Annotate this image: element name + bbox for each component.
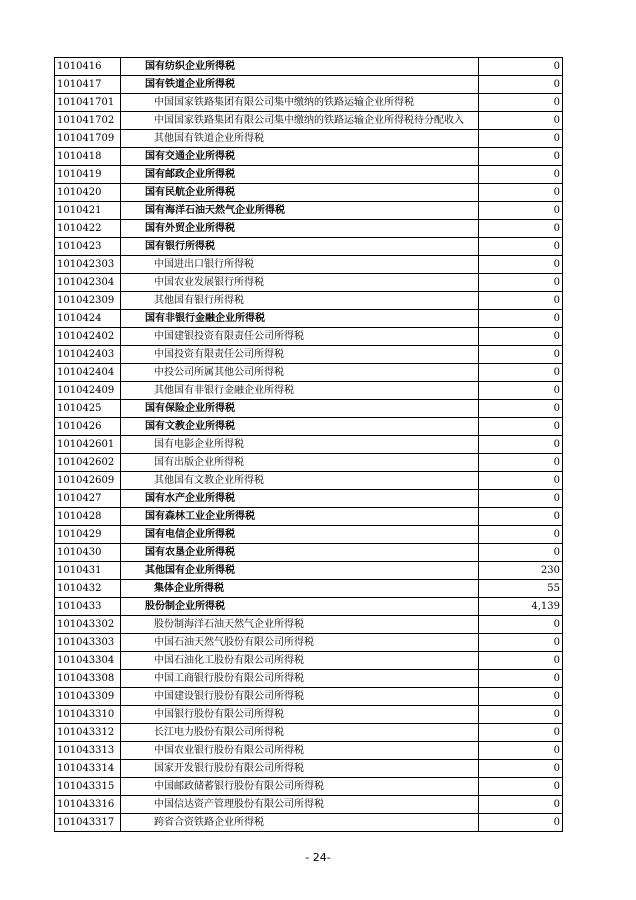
subject-name-cell: 国家开发银行股份有限公司所得税	[121, 760, 479, 778]
table-row	[55, 346, 563, 364]
amount-cell: 0	[479, 184, 563, 202]
amount-cell: 0	[479, 94, 563, 112]
amount-cell: 0	[479, 202, 563, 220]
subject-code-cell: 101043317	[55, 814, 121, 832]
subject-code-cell: 101042602	[55, 454, 121, 472]
subject-name-cell: 跨省合资铁路企业所得税	[121, 814, 479, 832]
subject-name-cell: 国有文教企业所得税	[121, 418, 479, 436]
subject-code-cell: 1010433	[55, 598, 121, 616]
subject-name-cell: 国有非银行金融企业所得税	[121, 310, 479, 328]
subject-name-cell: 其他国有非银行金融企业所得税	[121, 382, 479, 400]
subject-name-cell: 中国建银投资有限责任公司所得税	[121, 328, 479, 346]
table-row	[55, 724, 563, 742]
table-row	[55, 598, 563, 616]
subject-name-cell: 股份制企业所得税	[121, 598, 479, 616]
table-row	[55, 508, 563, 526]
subject-code-cell: 1010421	[55, 202, 121, 220]
amount-cell: 0	[479, 58, 563, 76]
amount-cell: 0	[479, 130, 563, 148]
amount-cell: 0	[479, 400, 563, 418]
subject-code-cell: 101041701	[55, 94, 121, 112]
amount-cell: 4,139	[479, 598, 563, 616]
subject-code-cell: 101043308	[55, 670, 121, 688]
amount-cell: 0	[479, 382, 563, 400]
amount-cell: 0	[479, 616, 563, 634]
subject-code-cell: 101043313	[55, 742, 121, 760]
table-row	[55, 364, 563, 382]
subject-code-cell: 1010420	[55, 184, 121, 202]
subject-name-cell: 中国银行股份有限公司所得税	[121, 706, 479, 724]
amount-cell: 0	[479, 220, 563, 238]
subject-name-cell: 中投公司所属其他公司所得税	[121, 364, 479, 382]
page-number: - 24-	[305, 851, 331, 864]
subject-name-cell: 国有民航企业所得税	[121, 184, 479, 202]
amount-cell: 0	[479, 688, 563, 706]
subject-code-cell: 1010429	[55, 526, 121, 544]
subject-code-cell: 1010418	[55, 148, 121, 166]
subject-name-cell: 集体企业所得税	[121, 580, 479, 598]
subject-code-cell: 101042303	[55, 256, 121, 274]
subject-code-cell: 101042304	[55, 274, 121, 292]
amount-cell: 0	[479, 148, 563, 166]
table-row	[55, 526, 563, 544]
amount-cell: 0	[479, 166, 563, 184]
subject-code-cell: 101042403	[55, 346, 121, 364]
subject-code-cell: 101043303	[55, 634, 121, 652]
amount-cell: 230	[479, 562, 563, 580]
table-row	[55, 400, 563, 418]
subject-name-cell: 国有邮政企业所得税	[121, 166, 479, 184]
amount-cell: 55	[479, 580, 563, 598]
subject-name-cell: 国有农垦企业所得税	[121, 544, 479, 562]
subject-code-cell: 101043312	[55, 724, 121, 742]
subject-code-cell: 1010431	[55, 562, 121, 580]
income-tax-table	[54, 57, 563, 832]
subject-code-cell: 1010419	[55, 166, 121, 184]
subject-name-cell: 中国邮政储蓄银行股份有限公司所得税	[121, 778, 479, 796]
table-row	[55, 490, 563, 508]
table-row	[55, 634, 563, 652]
amount-cell: 0	[479, 292, 563, 310]
table-row	[55, 148, 563, 166]
subject-code-cell: 1010425	[55, 400, 121, 418]
subject-name-cell: 国有外贸企业所得税	[121, 220, 479, 238]
amount-cell: 0	[479, 526, 563, 544]
subject-code-cell: 101042404	[55, 364, 121, 382]
subject-code-cell: 1010430	[55, 544, 121, 562]
table-row	[55, 418, 563, 436]
table-row	[55, 166, 563, 184]
subject-name-cell: 国有水产企业所得税	[121, 490, 479, 508]
subject-code-cell: 101043304	[55, 652, 121, 670]
subject-name-cell: 中国国家铁路集团有限公司集中缴纳的铁路运输企业所得税	[121, 94, 479, 112]
subject-name-cell: 中国建设银行股份有限公司所得税	[121, 688, 479, 706]
subject-name-cell: 国有银行所得税	[121, 238, 479, 256]
table-row	[55, 202, 563, 220]
amount-cell: 0	[479, 112, 563, 130]
amount-cell: 0	[479, 706, 563, 724]
table-row	[55, 778, 563, 796]
amount-cell: 0	[479, 544, 563, 562]
table-row	[55, 184, 563, 202]
table-row	[55, 814, 563, 832]
table-row	[55, 238, 563, 256]
table-row	[55, 580, 563, 598]
table-row	[55, 454, 563, 472]
amount-cell: 0	[479, 742, 563, 760]
table-row	[55, 616, 563, 634]
table-row	[55, 472, 563, 490]
amount-cell: 0	[479, 724, 563, 742]
subject-code-cell: 1010423	[55, 238, 121, 256]
amount-cell: 0	[479, 76, 563, 94]
subject-name-cell: 国有交通企业所得税	[121, 148, 479, 166]
subject-name-cell: 中国国家铁路集团有限公司集中缴纳的铁路运输企业所得税待分配收入	[121, 112, 479, 130]
amount-cell: 0	[479, 508, 563, 526]
table-row	[55, 670, 563, 688]
subject-name-cell: 中国石油化工股份有限公司所得税	[121, 652, 479, 670]
subject-code-cell: 101043309	[55, 688, 121, 706]
table-row	[55, 292, 563, 310]
subject-code-cell: 101042402	[55, 328, 121, 346]
table-row	[55, 760, 563, 778]
subject-code-cell: 101041709	[55, 130, 121, 148]
amount-cell: 0	[479, 436, 563, 454]
subject-name-cell: 中国工商银行股份有限公司所得税	[121, 670, 479, 688]
subject-name-cell: 国有纺织企业所得税	[121, 58, 479, 76]
amount-cell: 0	[479, 814, 563, 832]
amount-cell: 0	[479, 634, 563, 652]
amount-cell: 0	[479, 418, 563, 436]
subject-code-cell: 101043315	[55, 778, 121, 796]
table-row	[55, 796, 563, 814]
table-row	[55, 562, 563, 580]
table-row	[55, 274, 563, 292]
subject-name-cell: 中国农业银行股份有限公司所得税	[121, 742, 479, 760]
amount-cell: 0	[479, 796, 563, 814]
subject-name-cell: 国有铁道企业所得税	[121, 76, 479, 94]
subject-code-cell: 101043310	[55, 706, 121, 724]
amount-cell: 0	[479, 364, 563, 382]
table-row	[55, 256, 563, 274]
table-row	[55, 130, 563, 148]
subject-code-cell: 1010416	[55, 58, 121, 76]
table-row	[55, 58, 563, 76]
amount-cell: 0	[479, 652, 563, 670]
table-row	[55, 688, 563, 706]
subject-code-cell: 101042601	[55, 436, 121, 454]
subject-code-cell: 101042409	[55, 382, 121, 400]
table-row	[55, 328, 563, 346]
subject-name-cell: 国有保险企业所得税	[121, 400, 479, 418]
amount-cell: 0	[479, 238, 563, 256]
subject-name-cell: 其他国有企业所得税	[121, 562, 479, 580]
subject-code-cell: 1010428	[55, 508, 121, 526]
amount-cell: 0	[479, 310, 563, 328]
table-row	[55, 436, 563, 454]
amount-cell: 0	[479, 670, 563, 688]
amount-cell: 0	[479, 490, 563, 508]
subject-code-cell: 1010427	[55, 490, 121, 508]
table-row	[55, 310, 563, 328]
subject-name-cell: 国有电影企业所得税	[121, 436, 479, 454]
table-row	[55, 742, 563, 760]
table-row	[55, 382, 563, 400]
amount-cell: 0	[479, 274, 563, 292]
subject-name-cell: 中国农业发展银行所得税	[121, 274, 479, 292]
subject-code-cell: 101043302	[55, 616, 121, 634]
subject-code-cell: 101042609	[55, 472, 121, 490]
subject-code-cell: 101043316	[55, 796, 121, 814]
subject-code-cell: 101042309	[55, 292, 121, 310]
subject-name-cell: 其他国有银行所得税	[121, 292, 479, 310]
subject-name-cell: 国有海洋石油天然气企业所得税	[121, 202, 479, 220]
table-row	[55, 112, 563, 130]
subject-name-cell: 其他国有文教企业所得税	[121, 472, 479, 490]
subject-code-cell: 1010417	[55, 76, 121, 94]
table-body	[55, 58, 563, 832]
subject-code-cell: 1010432	[55, 580, 121, 598]
subject-name-cell: 国有出版企业所得税	[121, 454, 479, 472]
subject-name-cell: 国有电信企业所得税	[121, 526, 479, 544]
amount-cell: 0	[479, 256, 563, 274]
subject-name-cell: 国有森林工业企业所得税	[121, 508, 479, 526]
subject-code-cell: 1010422	[55, 220, 121, 238]
subject-code-cell: 1010426	[55, 418, 121, 436]
subject-name-cell: 长江电力股份有限公司所得税	[121, 724, 479, 742]
table-row	[55, 544, 563, 562]
subject-name-cell: 中国进出口银行所得税	[121, 256, 479, 274]
amount-cell: 0	[479, 760, 563, 778]
subject-code-cell: 101041702	[55, 112, 121, 130]
amount-cell: 0	[479, 778, 563, 796]
subject-code-cell: 101043314	[55, 760, 121, 778]
subject-name-cell: 其他国有铁道企业所得税	[121, 130, 479, 148]
table-row	[55, 94, 563, 112]
subject-code-cell: 1010424	[55, 310, 121, 328]
table-row	[55, 652, 563, 670]
subject-name-cell: 中国信达资产管理股份有限公司所得税	[121, 796, 479, 814]
amount-cell: 0	[479, 472, 563, 490]
amount-cell: 0	[479, 454, 563, 472]
table-row	[55, 76, 563, 94]
table-row	[55, 706, 563, 724]
amount-cell: 0	[479, 328, 563, 346]
subject-name-cell: 中国投资有限责任公司所得税	[121, 346, 479, 364]
subject-name-cell: 中国石油天然气股份有限公司所得税	[121, 634, 479, 652]
table-row	[55, 220, 563, 238]
amount-cell: 0	[479, 346, 563, 364]
subject-name-cell: 股份制海洋石油天然气企业所得税	[121, 616, 479, 634]
